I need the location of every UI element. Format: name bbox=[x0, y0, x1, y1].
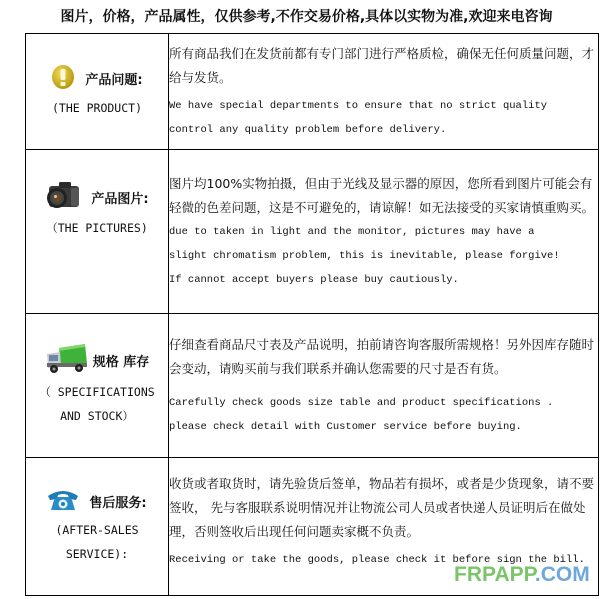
text-en bbox=[169, 391, 598, 439]
label-cell-after-sales bbox=[26, 458, 169, 596]
text-cn: 收货或者取货时，请先验货后签单，物品若有损坏，或者是少货现象，请不要签收， 先与客服联系说明情况并让物流公司人员或者快递人员证明后在做处理，否则签收后出现任何问题卖家概不负责。 bbox=[169, 476, 595, 539]
label-en-line: SERVICE): bbox=[65, 546, 129, 561]
label-en: （THE PICTURES) bbox=[46, 221, 148, 235]
camera-icon bbox=[45, 180, 81, 214]
text-en-line: Receiving or take the goods, please check it before sign the bill. bbox=[169, 554, 585, 566]
text-cn: 仔细查看商品尺寸表及产品说明，拍前请咨询客服所需规格！另外因库存随时会变动，请购买前与我们联系并确认您需要的尺寸是否有货。 bbox=[169, 336, 595, 376]
label-cn: 产品问题: bbox=[85, 73, 143, 88]
watermark bbox=[454, 563, 590, 587]
text-en-line: please check detail with Customer service before buying. bbox=[169, 420, 522, 433]
label-en-line: （ SPECIFICATIONS bbox=[39, 384, 155, 399]
label-en bbox=[55, 518, 138, 566]
label-cell-specifications bbox=[26, 314, 169, 458]
telephone-icon bbox=[47, 488, 79, 516]
info-table bbox=[25, 33, 599, 596]
text-en-line: due to taken in light and the monitor, pictures may have a bbox=[169, 225, 535, 238]
label-en: (THE PRODUCT) bbox=[51, 100, 142, 115]
page-title: 图片，价格，产品属性，仅供参考,不作交易价格,具体以实物为准,欢迎来电咨询 bbox=[60, 9, 553, 25]
watermark-part1: FRPAPP bbox=[454, 563, 535, 586]
text-en bbox=[169, 94, 598, 142]
label-cell-pictures bbox=[26, 150, 169, 314]
row-pictures bbox=[26, 150, 599, 314]
text-en-line: We have special departments to ensure that no strict quality bbox=[169, 99, 548, 112]
row-product bbox=[26, 34, 599, 150]
delivery-truck-icon bbox=[45, 344, 89, 378]
label-en-line: AND STOCK） bbox=[60, 408, 134, 423]
content-cell-product bbox=[169, 34, 599, 150]
text-en-line: slight chromatism problem, this is inevitable, please forgive! bbox=[169, 249, 560, 262]
content-cell-pictures bbox=[169, 150, 599, 314]
label-cn: 产品图片: bbox=[91, 191, 149, 207]
row-specifications bbox=[26, 314, 599, 458]
label-cell-product bbox=[26, 34, 169, 150]
text-cn: 所有商品我们在发货前都有专门部门进行严格质检，确保无任何质量问题，才给与发货。 bbox=[169, 45, 595, 85]
label-en bbox=[39, 380, 154, 428]
text-en-line: If cannot accept buyers please buy cautiously. bbox=[169, 273, 459, 286]
label-cn: 规格 库存 bbox=[92, 355, 150, 370]
text-en-line: control any quality problem before delivery. bbox=[169, 123, 447, 136]
text-en bbox=[169, 220, 598, 292]
text-cn: 图片均100%实物拍摄，但由于光线及显示器的原因，您所看到图片可能会有轻微的色差问题，这是不可避免的，请谅解！如无法接受的买家请慎重购买。 bbox=[169, 175, 595, 215]
content-cell-specifications bbox=[169, 314, 599, 458]
label-cn: 售后服务: bbox=[89, 496, 147, 511]
text-en-line: Carefully check goods size table and product specifications . bbox=[169, 396, 554, 409]
warning-exclamation-icon bbox=[51, 64, 75, 94]
watermark-part2: .COM bbox=[534, 563, 590, 586]
label-en-line: (AFTER-SALES bbox=[55, 522, 139, 537]
